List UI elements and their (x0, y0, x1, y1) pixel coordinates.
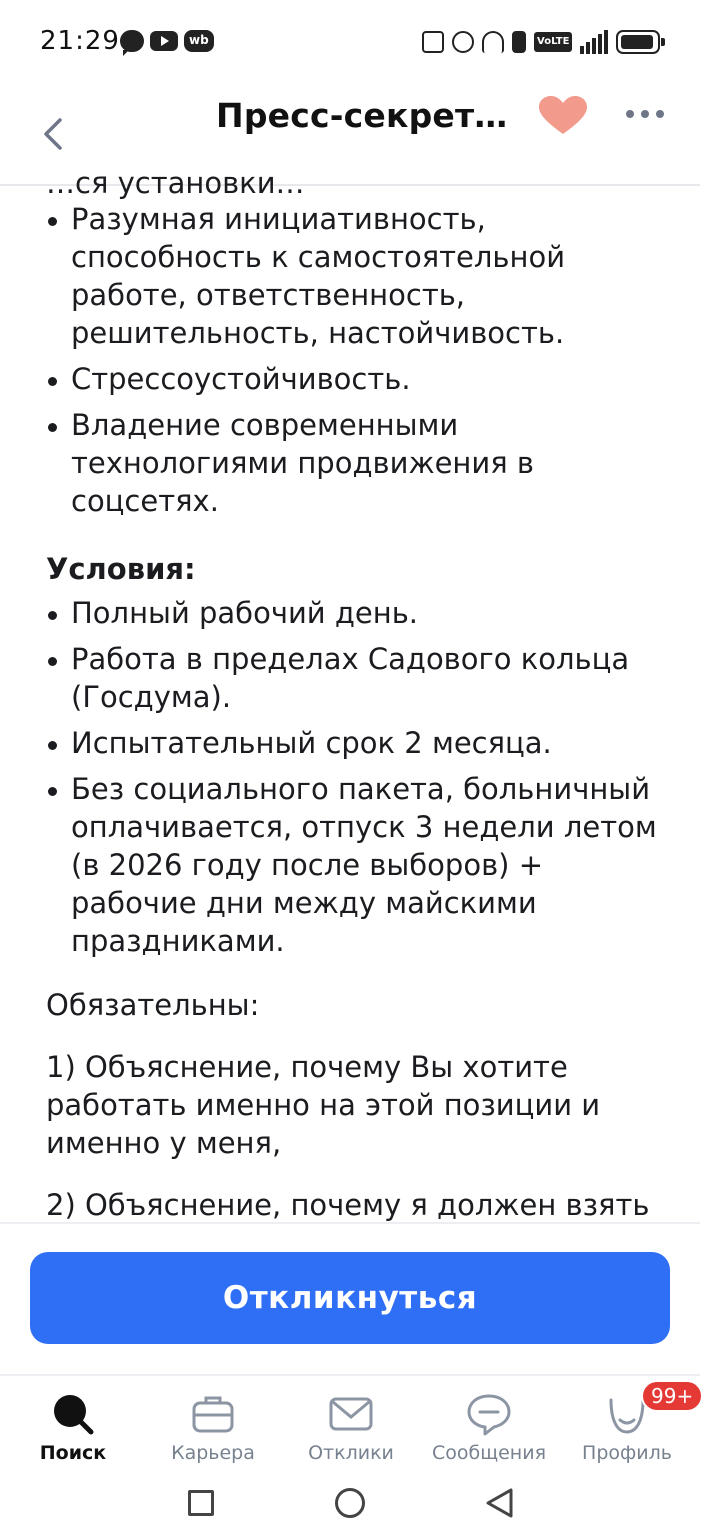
chat-icon (465, 1390, 513, 1438)
requirements-list (46, 200, 676, 520)
nav-item-responses[interactable] (281, 1390, 421, 1464)
list-item: Работа в пределах Садового кольца (Госдума). (46, 640, 676, 716)
mandatory-item: 2) Объяснение, почему я должен взять (46, 1188, 650, 1222)
chat-bubble-icon (120, 30, 144, 52)
list-item: Полный рабочий день. (46, 594, 676, 632)
recent-apps-icon[interactable] (188, 1490, 214, 1516)
envelope-icon (327, 1390, 375, 1438)
alarm-icon (452, 31, 474, 53)
list-item: Владение современными технологиями продвижения в соцсетях. (46, 406, 676, 520)
back-icon[interactable] (484, 1487, 516, 1519)
mandatory-item: 1) Объяснение, почему Вы хотите работать именно на этой позиции и именно у меня, (46, 1050, 601, 1160)
volte-icon (534, 32, 572, 52)
nav-label: Карьера (171, 1442, 255, 1464)
bottom-nav (0, 1374, 700, 1470)
nav-item-messages[interactable] (419, 1390, 559, 1464)
apply-button[interactable]: Откликнуться (30, 1252, 670, 1344)
clipped-text-line: …ся установки… (46, 166, 305, 200)
system-nav-bar (0, 1470, 700, 1540)
nav-label: Отклики (308, 1442, 394, 1464)
list-item: Стрессоустойчивость. (46, 360, 676, 398)
list-item: Без социального пакета, больничный оплачивается, отпуск 3 недели летом (в 2026 году после выборов) + рабочие дни между майскими праздниками. (46, 770, 676, 960)
battery-icon (616, 30, 660, 54)
small-battery-icon (512, 31, 526, 53)
status-time: 21:29 (40, 26, 120, 56)
nav-item-career[interactable] (143, 1390, 283, 1464)
page-title: Пресс-секрет… (216, 96, 508, 135)
home-icon[interactable] (335, 1488, 365, 1518)
nav-item-search[interactable] (3, 1390, 143, 1464)
status-bar (0, 0, 700, 84)
back-arrow-icon[interactable] (38, 112, 68, 156)
nav-label: Сообщения (431, 1442, 547, 1464)
conditions-list (46, 594, 676, 960)
vacancy-description (0, 166, 700, 1222)
signal-icon (580, 30, 608, 54)
mandatory-label: Обязательны: (46, 988, 260, 1022)
status-app-icons (120, 30, 214, 52)
nav-item-profile[interactable] (557, 1384, 697, 1464)
search-icon (49, 1390, 97, 1438)
nfc-icon (422, 31, 444, 53)
more-icon[interactable] (626, 110, 664, 118)
nav-label: Поиск (39, 1442, 107, 1464)
briefcase-icon (189, 1390, 237, 1438)
nav-label: Профиль (582, 1442, 672, 1464)
list-item: Разумная инициативность, способность к самостоятельной работе, ответственность, решительность, настойчивость. (46, 200, 676, 352)
status-indicators (422, 30, 660, 54)
list-item: Испытательный срок 2 месяца. (46, 724, 676, 762)
conditions-heading: Условия: (46, 552, 196, 586)
youtube-icon (150, 31, 178, 51)
notification-badge: 99+ (641, 1380, 703, 1412)
heart-icon[interactable] (538, 96, 588, 136)
headphones-icon (482, 31, 504, 53)
apply-bar (0, 1222, 700, 1374)
wb-app-icon (184, 30, 214, 52)
